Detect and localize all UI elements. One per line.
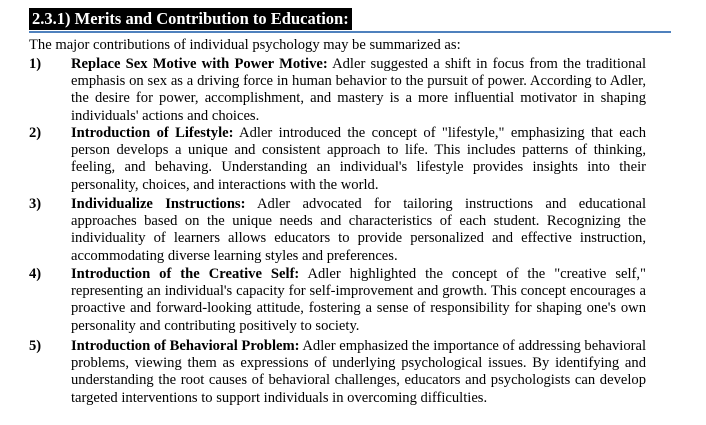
item-number: 4)	[29, 266, 42, 282]
item-text: Adler suggested a shift in focus from the traditional emphasis on sex as a driving force in human behavior to the pursuit of power. According to Adler, the desire for power, accomplishment, and mastery is a more influential motivator in shaping individuals' actions and choices.	[71, 56, 646, 124]
section-heading: 2.3.1) Merits and Contribution to Education:	[29, 8, 352, 30]
item-text: Adler emphasized the importance of addressing behavioral problems, viewing them as expressions of underlying psychological issues. By identifying and understanding the root causes of behavioral challenges, educators and psychologists can develop targeted interventions to support individuals in overcoming difficulties.	[71, 338, 647, 406]
item-lead: Individualize Instructions:	[71, 196, 246, 212]
item-body	[71, 56, 646, 125]
item-lead: Introduction of Behavioral Problem:	[71, 338, 300, 354]
item-lead: Introduction of Lifestyle:	[71, 125, 234, 141]
item-number: 1)	[29, 56, 42, 72]
item-lead: Introduction of the Creative Self:	[71, 266, 300, 282]
item-body	[71, 196, 646, 265]
item-text: Adler advocated for tailoring instructions and educational approaches based on the unique needs and characteristics of each student. Recognizing the individuality of learners allows educators to provide personalized and effective instruction, accommodating diverse learning styles and preferences.	[71, 196, 647, 264]
intro-text: The major contributions of individual psychology may be summarized as:	[29, 37, 461, 53]
item-number: 2)	[29, 125, 42, 141]
item-body	[71, 125, 646, 194]
item-lead: Replace Sex Motive with Power Motive:	[71, 56, 328, 72]
item-number: 5)	[29, 338, 42, 354]
item-text: Adler introduced the concept of "lifestyle," emphasizing that each person develops a unique and consistent approach to life. This includes patterns of thinking, feeling, and behaving. Understanding an individual's lifestyle provides insights into their personality, choices, and interactions with the world.	[71, 125, 646, 193]
section-heading-bar	[29, 5, 671, 33]
item-text: Adler highlighted the concept of the "creative self," representing an individual's capacity for self-improvement and growth. This concept encourages a proactive and forward-looking attitude, fostering a sense of responsibility for shaping one's own personality and contributing positively to society.	[71, 266, 646, 334]
item-body	[71, 338, 646, 407]
item-body	[71, 266, 646, 335]
item-number: 3)	[29, 196, 42, 212]
